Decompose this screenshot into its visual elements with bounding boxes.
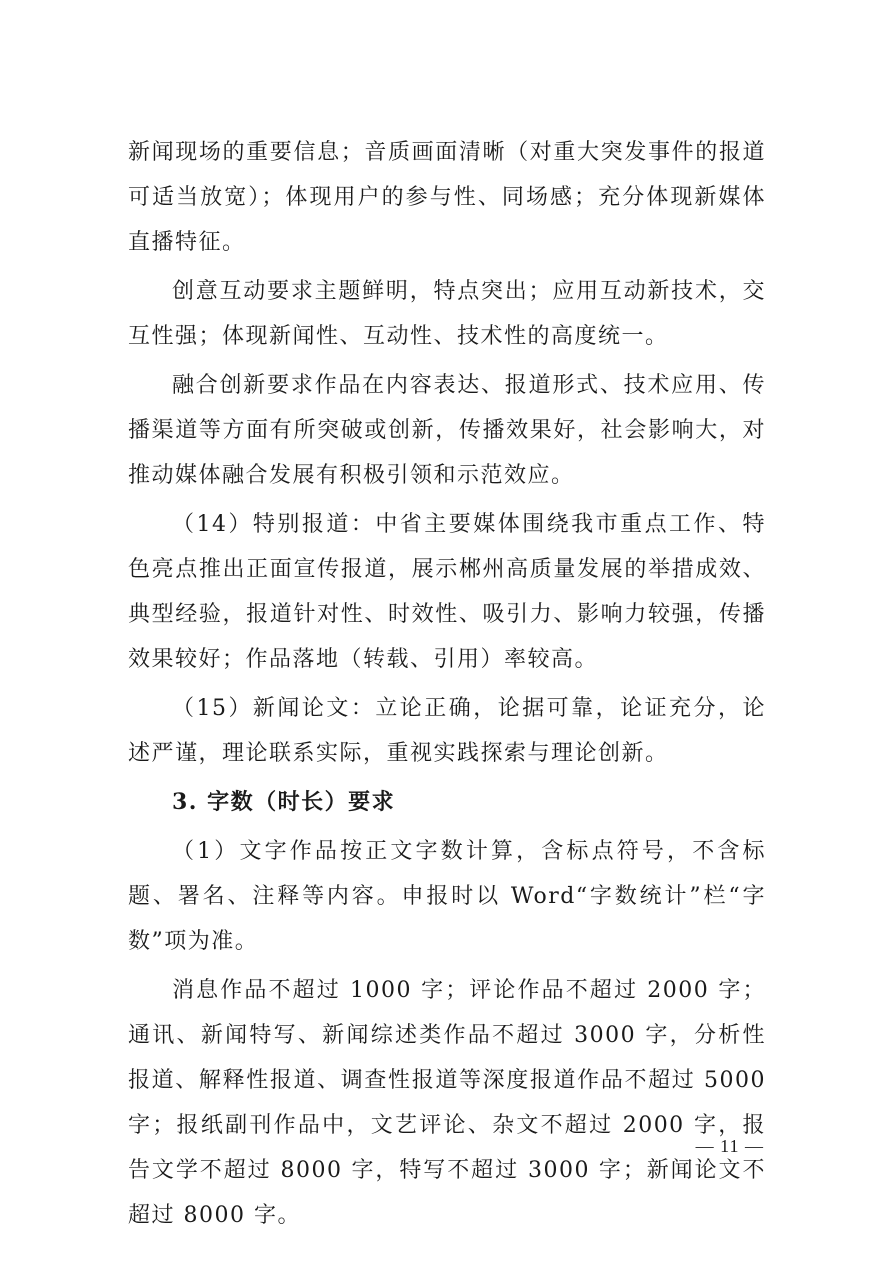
- page-number: — 11 —: [695, 1136, 764, 1156]
- document-body: [128, 130, 766, 1242]
- paragraph-word-limits: 消息作品不超过 1000 字；评论作品不超过 2000 字；通讯、新闻特写、新闻综述类作品不超过 3000 字，分析性报道、解释性报道、调查性报道等深度报道作品不超过 5000 字；报纸副刊作品中，文艺评论、杂文不超过 2000 字，报告文学不超过 8000 字，特写不超过 3000 字；新闻论文不超过 8000 字。: [128, 978, 766, 1228]
- paragraph-news-paper: （15）新闻论文：立论正确，论据可靠，论证充分，论述严谨，理论联系实际，重视实践探索与理论创新。: [128, 696, 766, 766]
- paragraph-text-work-count: （1）文字作品按正文字数计算，含标点符号，不含标题、署名、注释等内容。申报时以 Word“字数统计”栏“字数”项为准。: [128, 839, 766, 954]
- paragraph-special-report: （14）特别报道：中省主要媒体围绕我市重点工作、特色亮点推出正面宣传报道，展示郴州高质量发展的举措成效、典型经验，报道针对性、时效性、吸引力、影响力较强，传播效果较好；作品落地（转载、引用）率较高。: [128, 512, 766, 672]
- section-heading-word-count: 3. 字数（时长）要求: [172, 789, 396, 815]
- paragraph-integration-innovation: 融合创新要求作品在内容表达、报道形式、技术应用、传播渠道等方面有所突破或创新，传播效果好，社会影响大，对推动媒体融合发展有积极引领和示范效应。: [128, 373, 766, 488]
- paragraph-live-broadcast-continued: 新闻现场的重要信息；音质画面清晰（对重大突发事件的报道可适当放宽）；体现用户的参与性、同场感；充分体现新媒体直播特征。: [128, 140, 766, 255]
- paragraph-creative-interaction: 创意互动要求主题鲜明，特点突出；应用互动新技术，交互性强；体现新闻性、互动性、技术性的高度统一。: [128, 279, 766, 349]
